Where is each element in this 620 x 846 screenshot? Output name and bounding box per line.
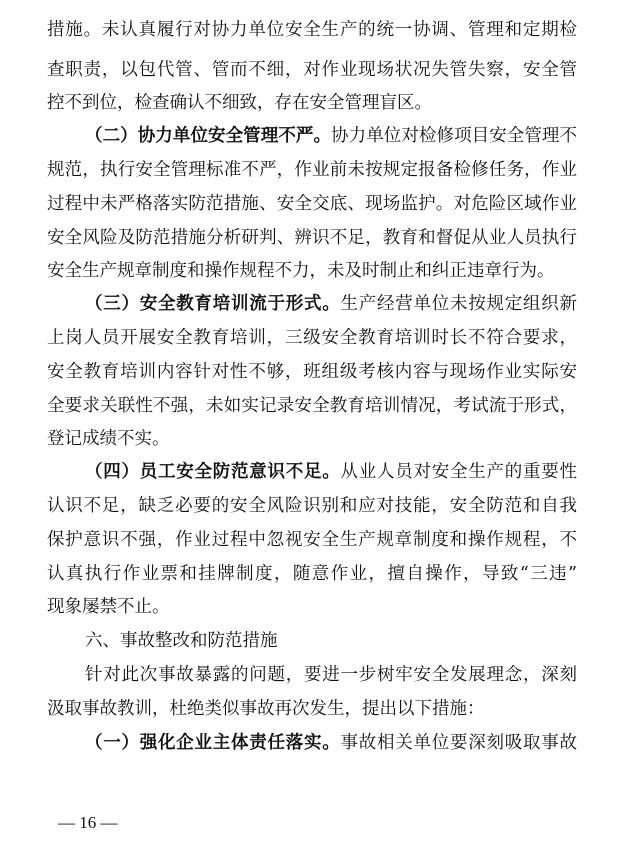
paragraph-line: 措施。未认真履行对协力单位安全生产的统一协调、管理和定期检 (47, 20, 577, 40)
section-4-first-line-text: 从业人员对安全生产的重要性 (340, 462, 577, 482)
section-4-first-line (85, 460, 577, 484)
paragraph-line: 查职责，以包代管、管而不细，对作业现场状况失管失察，安全管 (47, 60, 577, 80)
paragraph-line: 全要求关联性不强，未如实记录安全教育培训情况，考试流于形式， (47, 396, 577, 416)
paragraph-line: 认识不足，缺乏必要的安全风险识别和应对技能，安全防范和自我 (47, 496, 577, 516)
paragraph-line: 保护意识不强，作业过程中忽视安全生产规章制度和操作规程，不 (47, 530, 577, 550)
paragraph-line: 汲取事故教训，杜绝类似事故再次发生，提出以下措施： (47, 699, 485, 719)
section-3-first-line (85, 292, 577, 316)
paragraph-line: 登记成绩不实。 (47, 429, 170, 449)
section-2-heading: （二）协力单位安全管理不严。 (85, 126, 332, 146)
chapter-title: 六、事故整改和防范措施 (85, 631, 278, 651)
section-4-heading: （四）员工安全防范意识不足。 (85, 462, 341, 482)
paragraph-line: 控不到位，检查确认不细致，存在安全管理盲区。 (47, 93, 432, 113)
measure-1-heading: （一）强化企业主体责任落实。 (85, 733, 341, 753)
measure-1-first-line (85, 731, 577, 755)
page-number: — 16 — (58, 813, 118, 832)
paragraph-line: 现象屡禁不止。 (47, 597, 170, 617)
section-3-first-line-text: 生产经营单位未按规定组织新 (340, 294, 577, 314)
section-3-heading: （三）安全教育培训流于形式。 (85, 294, 341, 314)
paragraph-line: 安全教育培训内容针对性不够，班组级考核内容与现场作业实际安 (47, 362, 577, 382)
measure-1-first-line-text: 事故相关单位要深刻吸取事故 (340, 733, 577, 753)
paragraph-line: 认真执行作业票和挂牌制度，随意作业，擅自操作，导致“三违” (47, 564, 577, 584)
paragraph-line: 规范，执行安全管理标准不严，作业前未按规定报备检修任务，作业 (47, 160, 577, 180)
paragraph-line: 上岗人员开展安全教育培训，三级安全教育培训时长不符合要求， (47, 328, 577, 348)
paragraph-line: 安全生产规章制度和操作规程不力，未及时制止和纠正违章行为。 (47, 261, 555, 281)
paragraph-line: 安全风险及防范措施分析研判、辨识不足，教育和督促从业人员执行 (47, 228, 577, 248)
section-2-first-line (85, 124, 577, 148)
section-2-first-line-text: 协力单位对检修项目安全管理不 (331, 126, 577, 146)
paragraph-line: 过程中未严格落实防范措施、安全交底、现场监护。对危险区域作业 (47, 194, 577, 214)
paragraph-line: 针对此次事故暴露的问题，要进一步树牢安全发展理念，深刻 (85, 665, 577, 685)
